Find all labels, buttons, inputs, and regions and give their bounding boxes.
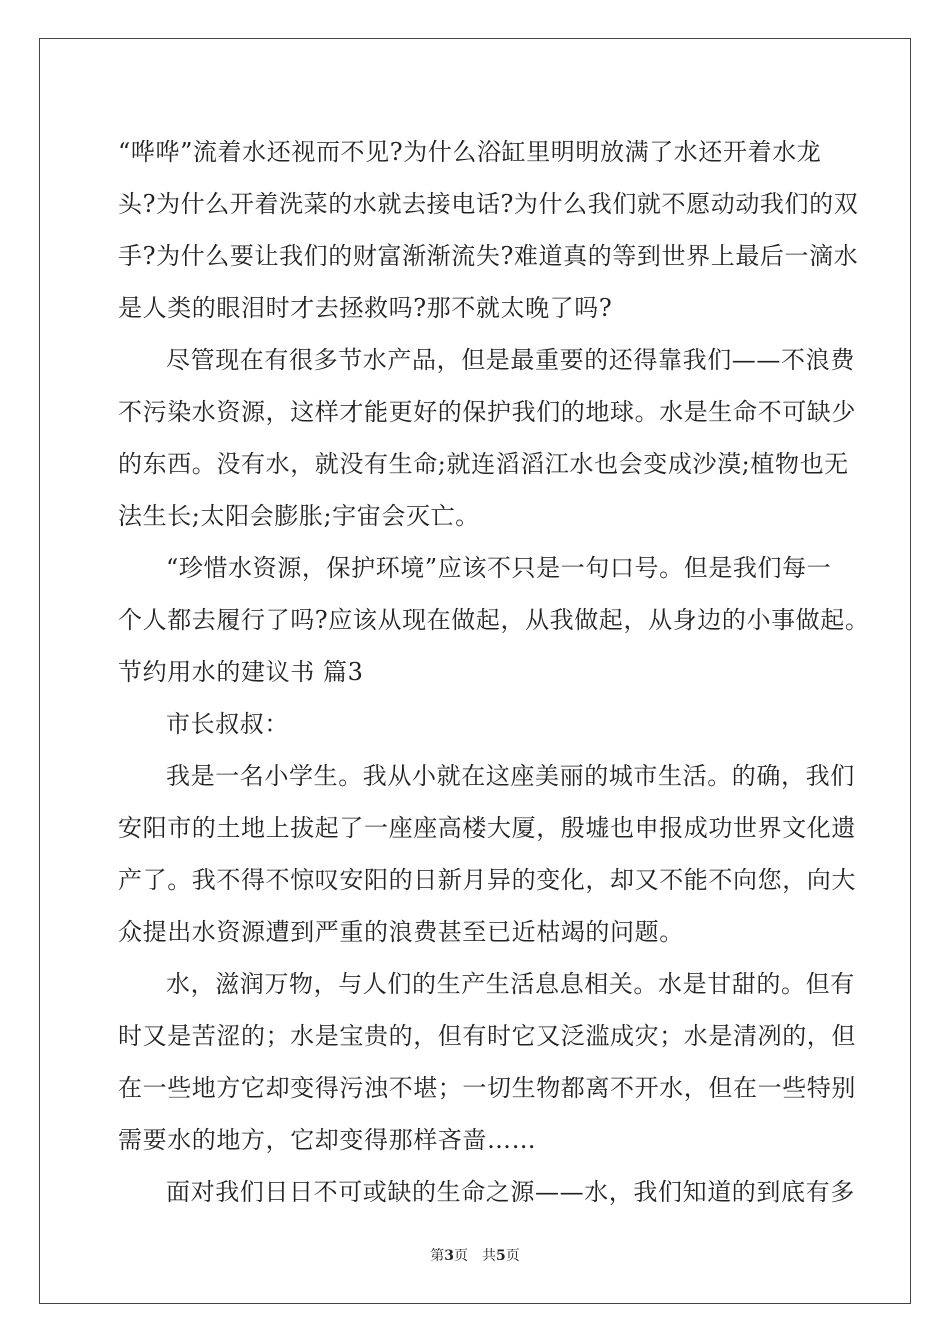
paragraph-line: 个人都去履行了吗?应该从现在做起，从我做起，从身边的小事做起。 — [118, 606, 870, 634]
page-suffix: 页 — [454, 1248, 468, 1264]
paragraph-line: 法生长;太阳会膨胀;宇宙会灭亡。 — [118, 502, 480, 530]
salutation: 市长叔叔： — [166, 710, 289, 738]
paragraph-line: 时又是苦涩的；水是宝贵的，但有时它又泛滥成灾；水是清冽的，但 — [118, 1022, 856, 1050]
paragraph-line: 众提出水资源遭到严重的浪费甚至已近枯竭的问题。 — [118, 918, 684, 946]
paragraph-line: 手?为什么要让我们的财富渐渐流失?难道真的等到世界上最后一滴水 — [118, 242, 859, 270]
paragraph-line: 不污染水资源，这样才能更好的保护我们的地球。水是生命不可缺少 — [118, 398, 856, 426]
paragraph-line: 尽管现在有很多节水产品，但是最重要的还得靠我们——不浪费 — [166, 346, 855, 374]
section-heading: 节约用水的建议书 篇3 — [118, 658, 364, 686]
page-footer — [0, 1245, 950, 1265]
paragraph-line: 头?为什么开着洗菜的水就去接电话?为什么我们就不愿动动我们的双 — [118, 190, 859, 218]
paragraph-line: 是人类的眼泪时才去拯救吗?那不就太晚了吗? — [118, 294, 613, 322]
page-prefix: 第 — [430, 1248, 445, 1264]
paragraph-line: “珍惜水资源，保护环境”应该不只是一句口号。但是我们每一 — [166, 554, 832, 582]
page-total: 5 — [496, 1248, 506, 1264]
document-body — [118, 126, 870, 1218]
paragraph-line: 安阳市的土地上拔起了一座座高楼大厦，殷墟也申报成功世界文化遗 — [118, 814, 856, 842]
total-suffix: 页 — [505, 1248, 520, 1264]
paragraph-line: 在一些地方它却变得污浊不堪；一切生物都离不开水，但在一些特别 — [118, 1074, 856, 1102]
paragraph-line: 需要水的地方，它却变得那样吝啬…… — [118, 1126, 537, 1154]
paragraph-line: 我是一名小学生。我从小就在这座美丽的城市生活。的确，我们 — [166, 762, 855, 790]
paragraph-line: 面对我们日日不可或缺的生命之源——水，我们知道的到底有多 — [166, 1178, 855, 1206]
paragraph-line: “哗哗”流着水还视而不见?为什么浴缸里明明放满了水还开着水龙 — [118, 138, 822, 166]
paragraph-line: 的东西。没有水，就没有生命;就连滔滔江水也会变成沙漠;植物也无 — [118, 450, 849, 478]
paragraph-line: 产了。我不得不惊叹安阳的日新月异的变化，却又不能不向您，向大 — [118, 866, 856, 894]
total-prefix: 共 — [482, 1248, 496, 1264]
page-current: 3 — [444, 1248, 454, 1264]
paragraph-line: 水，滋润万物，与人们的生产生活息息相关。水是甘甜的。但有 — [166, 970, 855, 998]
